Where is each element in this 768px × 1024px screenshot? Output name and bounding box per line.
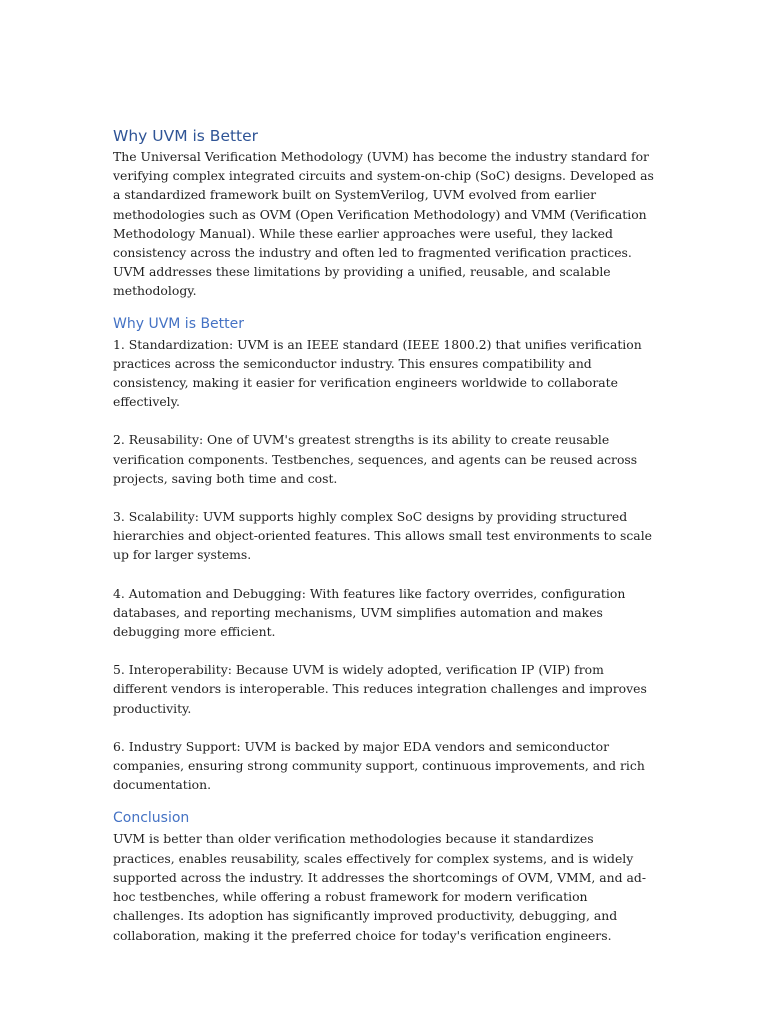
list-item: 6. Industry Support: UVM is backed by major EDA vendors and semiconductor companies, ensuring strong community support, continuous improvements, and rich documentation. (113, 738, 645, 793)
document-page (113, 120, 658, 945)
list-item: 2. Reusability: One of UVM's greatest strengths is its ability to create reusable verification components. Testbenches, sequences, and agents can be reused across projects, saving both time and cost. (113, 432, 638, 486)
list-item: 5. Interoperability: Because UVM is widely adopted, verification IP (VIP) from different vendors is interoperable. This reduces integration challenges and improves productivity. (113, 662, 647, 716)
list-item: 1. Standardization: UVM is an IEEE standard (IEEE 1800.2) that unifies verification practices across the semiconductor industry. This ensures compatibility and consistency, making it easier for verification engineers worldwide to collaborate effectively. (113, 336, 642, 410)
section-heading: Why UVM is Better (113, 315, 245, 332)
list-item: 3. Scalability: UVM supports highly complex SoC designs by providing structured hierarchies and object-oriented features. This allows small test environments to scale up for larger systems. (113, 509, 652, 563)
document-title: Why UVM is Better (113, 127, 259, 145)
list-item: 4. Automation and Debugging: With features like factory overrides, configuration databases, and reporting mechanisms, UVM simplifies automation and makes debugging more efficient. (113, 585, 626, 640)
intro-paragraph: The Universal Verification Methodology (UVM) has become the industry standard for verifying complex integrated circuits and system-on-chip (SoC) designs. Developed as a standardized framework built on SystemVerilog, UVM evolved from earlier methodologies such as OVM (Open Verification Methodology) and VMM (Verification Methodology Manual). While these earlier approaches were useful, they lacked consistency across the industry and often led to fragmented verification practices. UVM addresses these limitations by providing a unified, reusable, and scalable methodology. (113, 149, 654, 299)
conclusion-heading: Conclusion (113, 810, 190, 827)
conclusion-paragraph: UVM is better than older verification methodologies because it standardizes practices, enables reusability, scales effectively for complex systems, and is widely supported across the industry. It addresses the shortcomings of OVM, VMM, and ad-hoc testbenches, while offering a robust framework for modern verification challenges. Its adoption has significantly improved productivity, debugging, and collaboration, making it the preferred choice for today's verification engineers. (113, 831, 647, 943)
benefits-list (113, 335, 658, 795)
